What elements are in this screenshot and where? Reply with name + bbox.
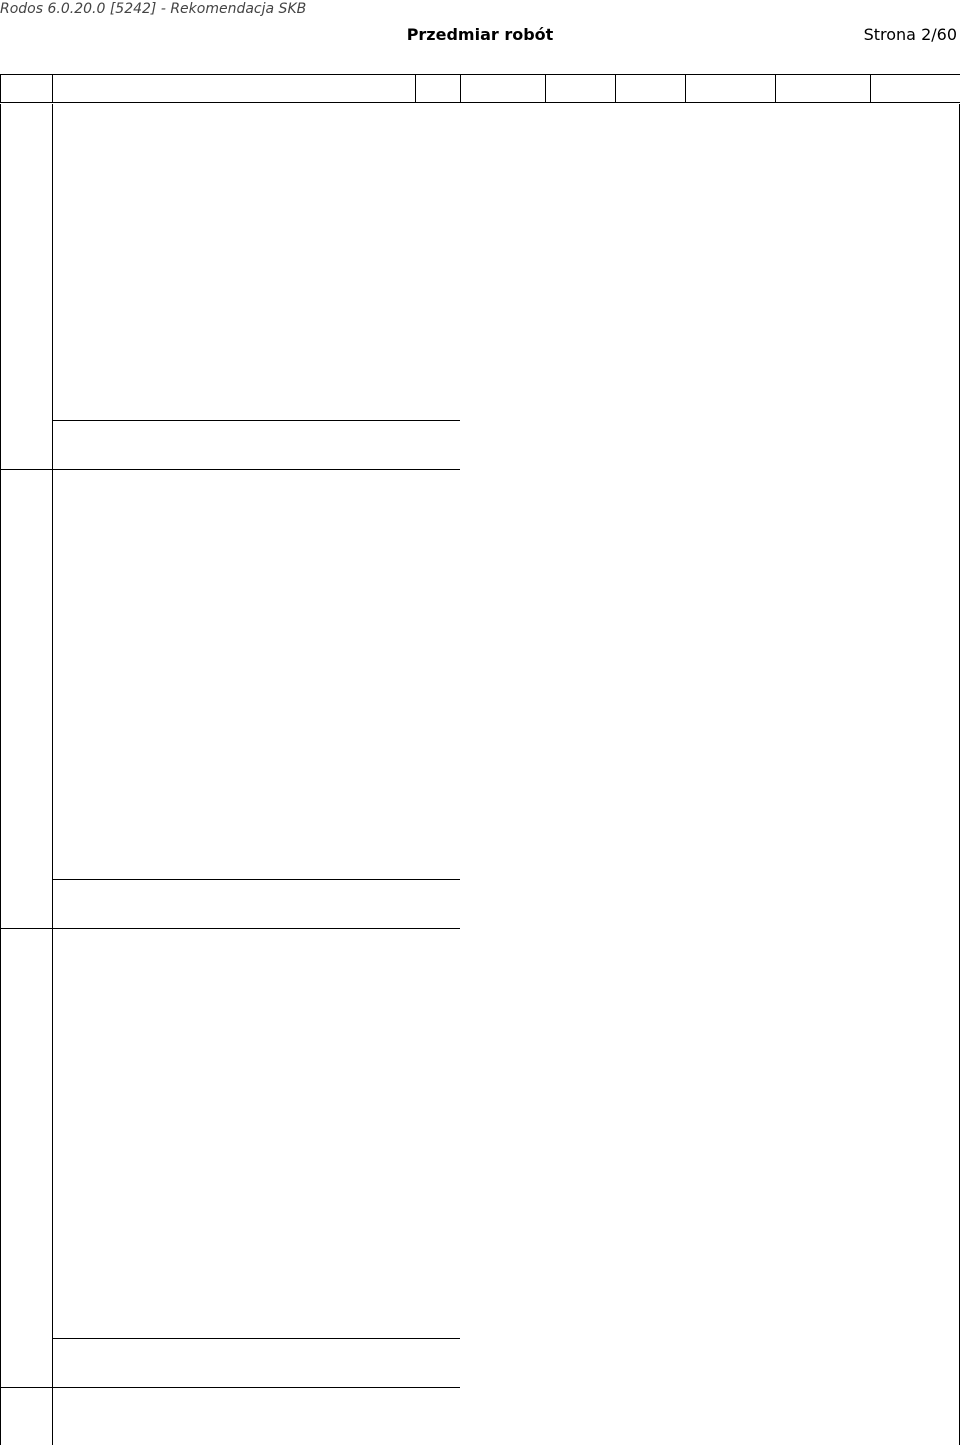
header-divider (52, 74, 53, 102)
position-separator (0, 1387, 460, 1388)
page-number: Strona 2/60 (863, 25, 957, 44)
header-divider (460, 74, 461, 102)
header-top-border (0, 74, 960, 75)
total-separator (52, 879, 460, 880)
header-divider (685, 74, 686, 102)
total-separator (52, 1338, 460, 1339)
header-bottom-border (0, 102, 960, 103)
table-left-border (0, 104, 1, 1445)
total-separator (52, 420, 460, 421)
page-title: Przedmiar robót (406, 25, 554, 44)
header-divider (545, 74, 546, 102)
app-caption: Rodos 6.0.20.0 [5242] - Rekomendacja SKB (0, 1, 307, 17)
header-divider (415, 74, 416, 102)
header-divider (615, 74, 616, 102)
position-separator (0, 469, 460, 470)
header-divider (775, 74, 776, 102)
header-divider (0, 74, 1, 102)
header-divider (870, 74, 871, 102)
nr-column-divider (52, 104, 53, 1445)
position-separator (0, 928, 460, 929)
